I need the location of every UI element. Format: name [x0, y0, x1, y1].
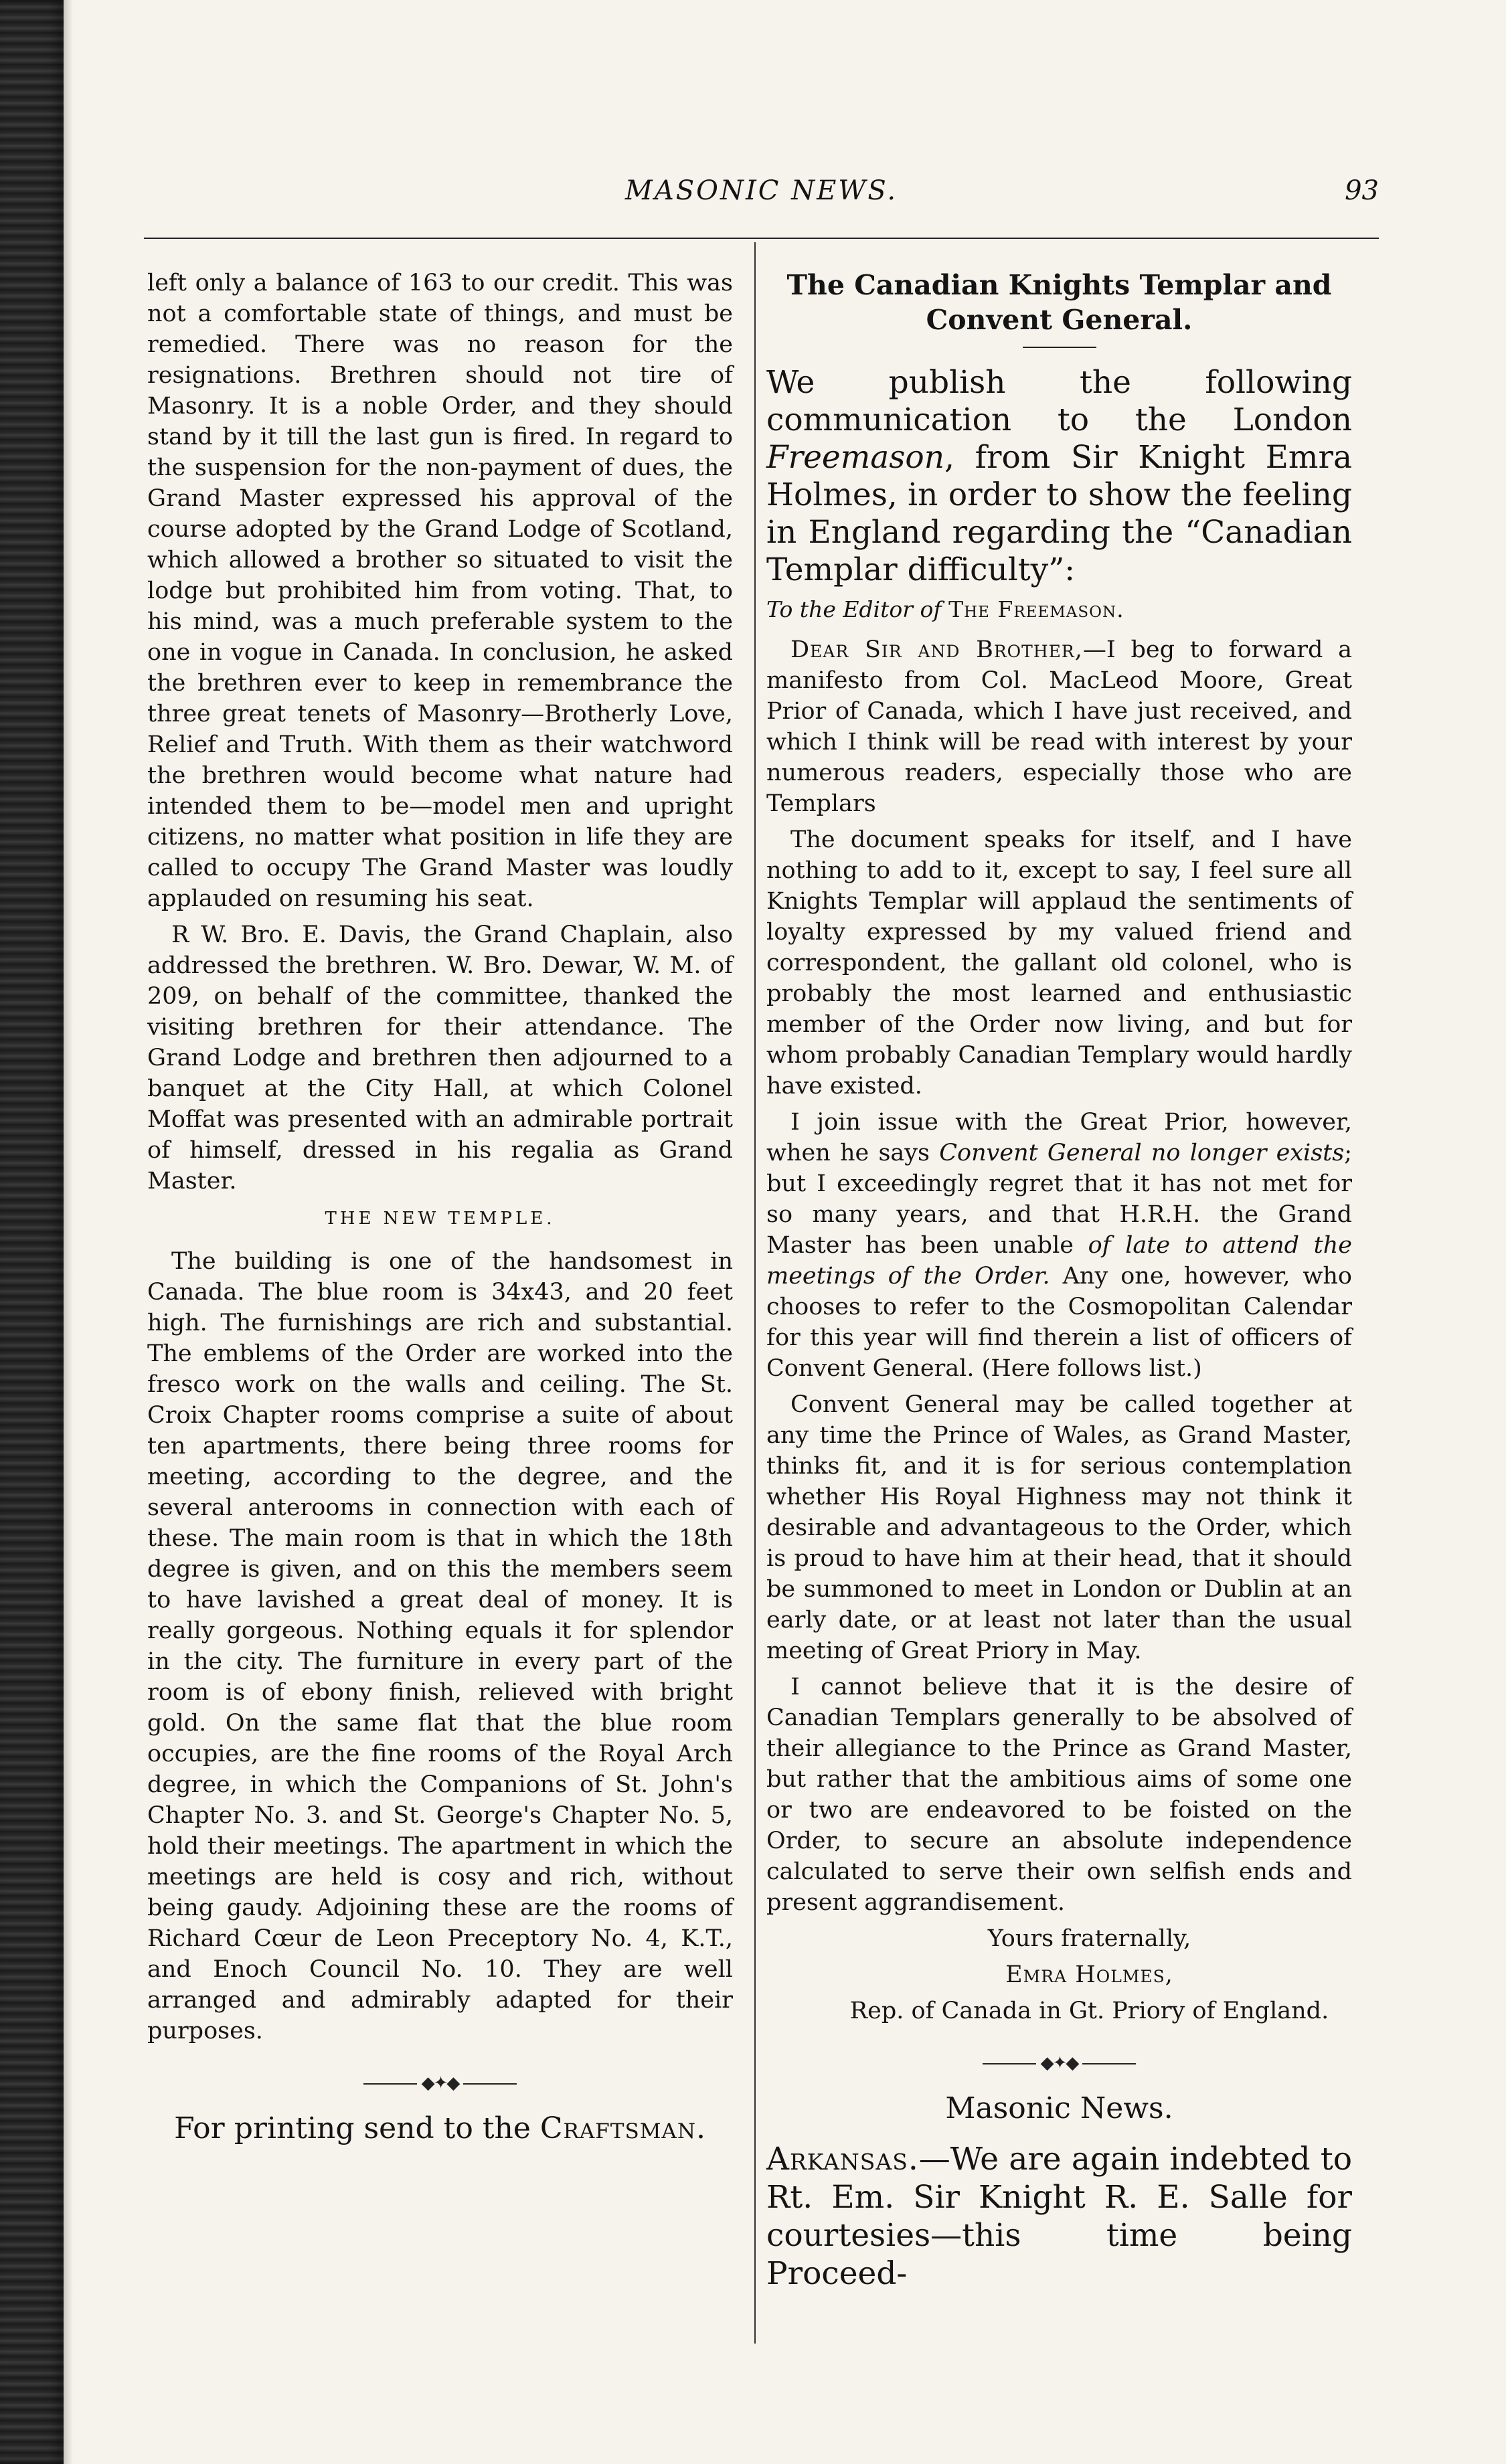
- subheading: THE NEW TEMPLE.: [325, 1209, 556, 1229]
- header-rule: [144, 238, 1379, 239]
- signature: Emra Holmes,: [1005, 1961, 1173, 1988]
- page-header: [144, 175, 1379, 229]
- paragraph: I join issue with the Great Prior, however, when he says Convent General no longer exists; but I exceedingly regret that it has not met for so many years, and that H.R.H. the Grand Master has been unable of late to attend the meetings of the Order. Any one, however, who chooses to refer to the Cosmopolitan Calendar for this year will find therein a list of officers of Convent General. (Here follows list.): [766, 1109, 1353, 1382]
- page-number: 93: [1345, 175, 1379, 206]
- left-column: [147, 268, 733, 2144]
- ornament-divider: ◆✦◆: [766, 2048, 1352, 2079]
- paragraph: Dear Sir and Brother,—I beg to forward a manifesto from Col. MacLeod Moore, Great Prior of Canada, which I have just received, and which I think will be read with interest by your numerous readers, especially those who are Templars: [766, 636, 1352, 817]
- book-binding-edge: [0, 0, 64, 2464]
- right-column: [766, 268, 1352, 2298]
- paragraph: I cannot believe that it is the desire of Canadian Templars generally to be absolved of their allegiance to the Prince as Grand Master, but rather that the ambitious aims of some one or two are endeavored to be foisted on the Order, to secure an absolute independence calculated to serve their own selfish ends and present aggrandisement.: [766, 1674, 1352, 1916]
- paragraph: R W. Bro. E. Davis, the Grand Chaplain, also addressed the brethren. W. Bro. Dewar, W. M. of 209, on behalf of the committee, thanked the visiting brethren for their attendance. The Grand Lodge and brethren then adjourned to a banquet at the City Hall, at which Colonel Moffat was presented with an admirable portrait of himself, dressed in his regalia as Grand Master.: [147, 921, 733, 1195]
- ornament-divider: ◆✦◆: [147, 2068, 733, 2099]
- printing-notice: For printing send to the Craftsman.: [174, 2111, 706, 2145]
- article-intro: We publish the following communication to the London Freemason, from Sir Knight Emra Holmes, in order to show the feeling in England regarding the “Canadian Templar difficulty”:: [766, 364, 1352, 588]
- salutation: Dear Sir and Brother,: [790, 636, 1083, 663]
- paragraph: Convent General may be called together at any time the Prince of Wales, as Grand Master, thinks fit, and it is for serious contemplation whether His Royal Highness may not think it desirable and advantageous to the Order, which is proud to have him at their head, that it should be summoned to meet in London or Dublin at an early date, or at least not later than the usual meeting of Great Priory in May.: [766, 1391, 1352, 1664]
- paragraph: left only a balance of 163 to our credit. This was not a comfortable state of things, and must be remedied. There was no reason for the resignations. Brethren should not tire of Masonry. It is a noble Order, and they should stand by it till the last gun is fired. In regard to the suspension for the non-payment of dues, the Grand Master expressed his approval of the course adopted by the Grand Lodge of Scotland, which allowed a brother so situated to visit the lodge but prohibited him from voting. That, to his mind, was a much preferable system to the one in vogue in Canada. In conclusion, he asked the brethren ever to keep in remembrance the three great tenets of Masonry—Brotherly Love, Relief and Truth. With them as their watchword the brethren would become what nature had intended them to be—model men and upright citizens, no matter what position in life they are called to occupy The Grand Master was loudly applauded on resuming his seat.: [147, 270, 733, 912]
- closing: Yours fraternally,: [987, 1925, 1191, 1952]
- signature-title: Rep. of Canada in Gt. Priory of England.: [849, 1998, 1329, 2024]
- paragraph: The building is one of the handsomest in Canada. The blue room is 34x43, and 20 feet high. The furnishings are rich and substantial. The emblems of the Order are worked into the fresco work on the walls and ceiling. The St. Croix Chapter rooms comprise a suite of about ten apartments, there being three rooms for meeting, according to the degree, and the several anterooms in connection with each of these. The main room is that in which the 18th degree is given, and on this the members seem to have lavished a great deal of money. It is really gorgeous. Nothing equals it for splendor in the city. The furniture in every part of the room is of ebony finish, relieved with bright gold. On the same flat that the blue room occupies, are the fine rooms of the Royal Arch degree, in which the Companions of St. John's Chapter No. 3. and St. George's Chapter No. 5, hold their meetings. The apartment in which the meetings are held is cosy and rich, without being gaudy. Adjoining these are the rooms of Richard Cœur de Leon Preceptory No. 4, K.T., and Enoch Council No. 10. They are well arranged and admirably adapted for their purposes.: [147, 1248, 733, 2044]
- running-title: MASONIC NEWS.: [624, 175, 898, 206]
- article-title: The Canadian Knights Templar and Convent General.: [786, 269, 1332, 336]
- arkansas-news-item: Arkansas.—We are again indebted to Rt. Em. Sir Knight R. E. Salle for courtesies—this time being Proceed-: [766, 2141, 1352, 2292]
- addressee: To the Editor of The Freemason.: [766, 596, 1124, 622]
- column-divider: [754, 242, 756, 2344]
- title-rule: [1023, 347, 1096, 348]
- paragraph: The document speaks for itself, and I have nothing to add to it, except to say, I feel sure all Knights Templar will applaud the sentiments of loyalty expressed by my valued friend and correspondent, the gallant old colonel, who is probably the most learned and enthusiastic member of the Order now living, and but for whom probably Canadian Templary would hardly have existed.: [766, 826, 1352, 1099]
- section-heading: Masonic News.: [945, 2091, 1173, 2125]
